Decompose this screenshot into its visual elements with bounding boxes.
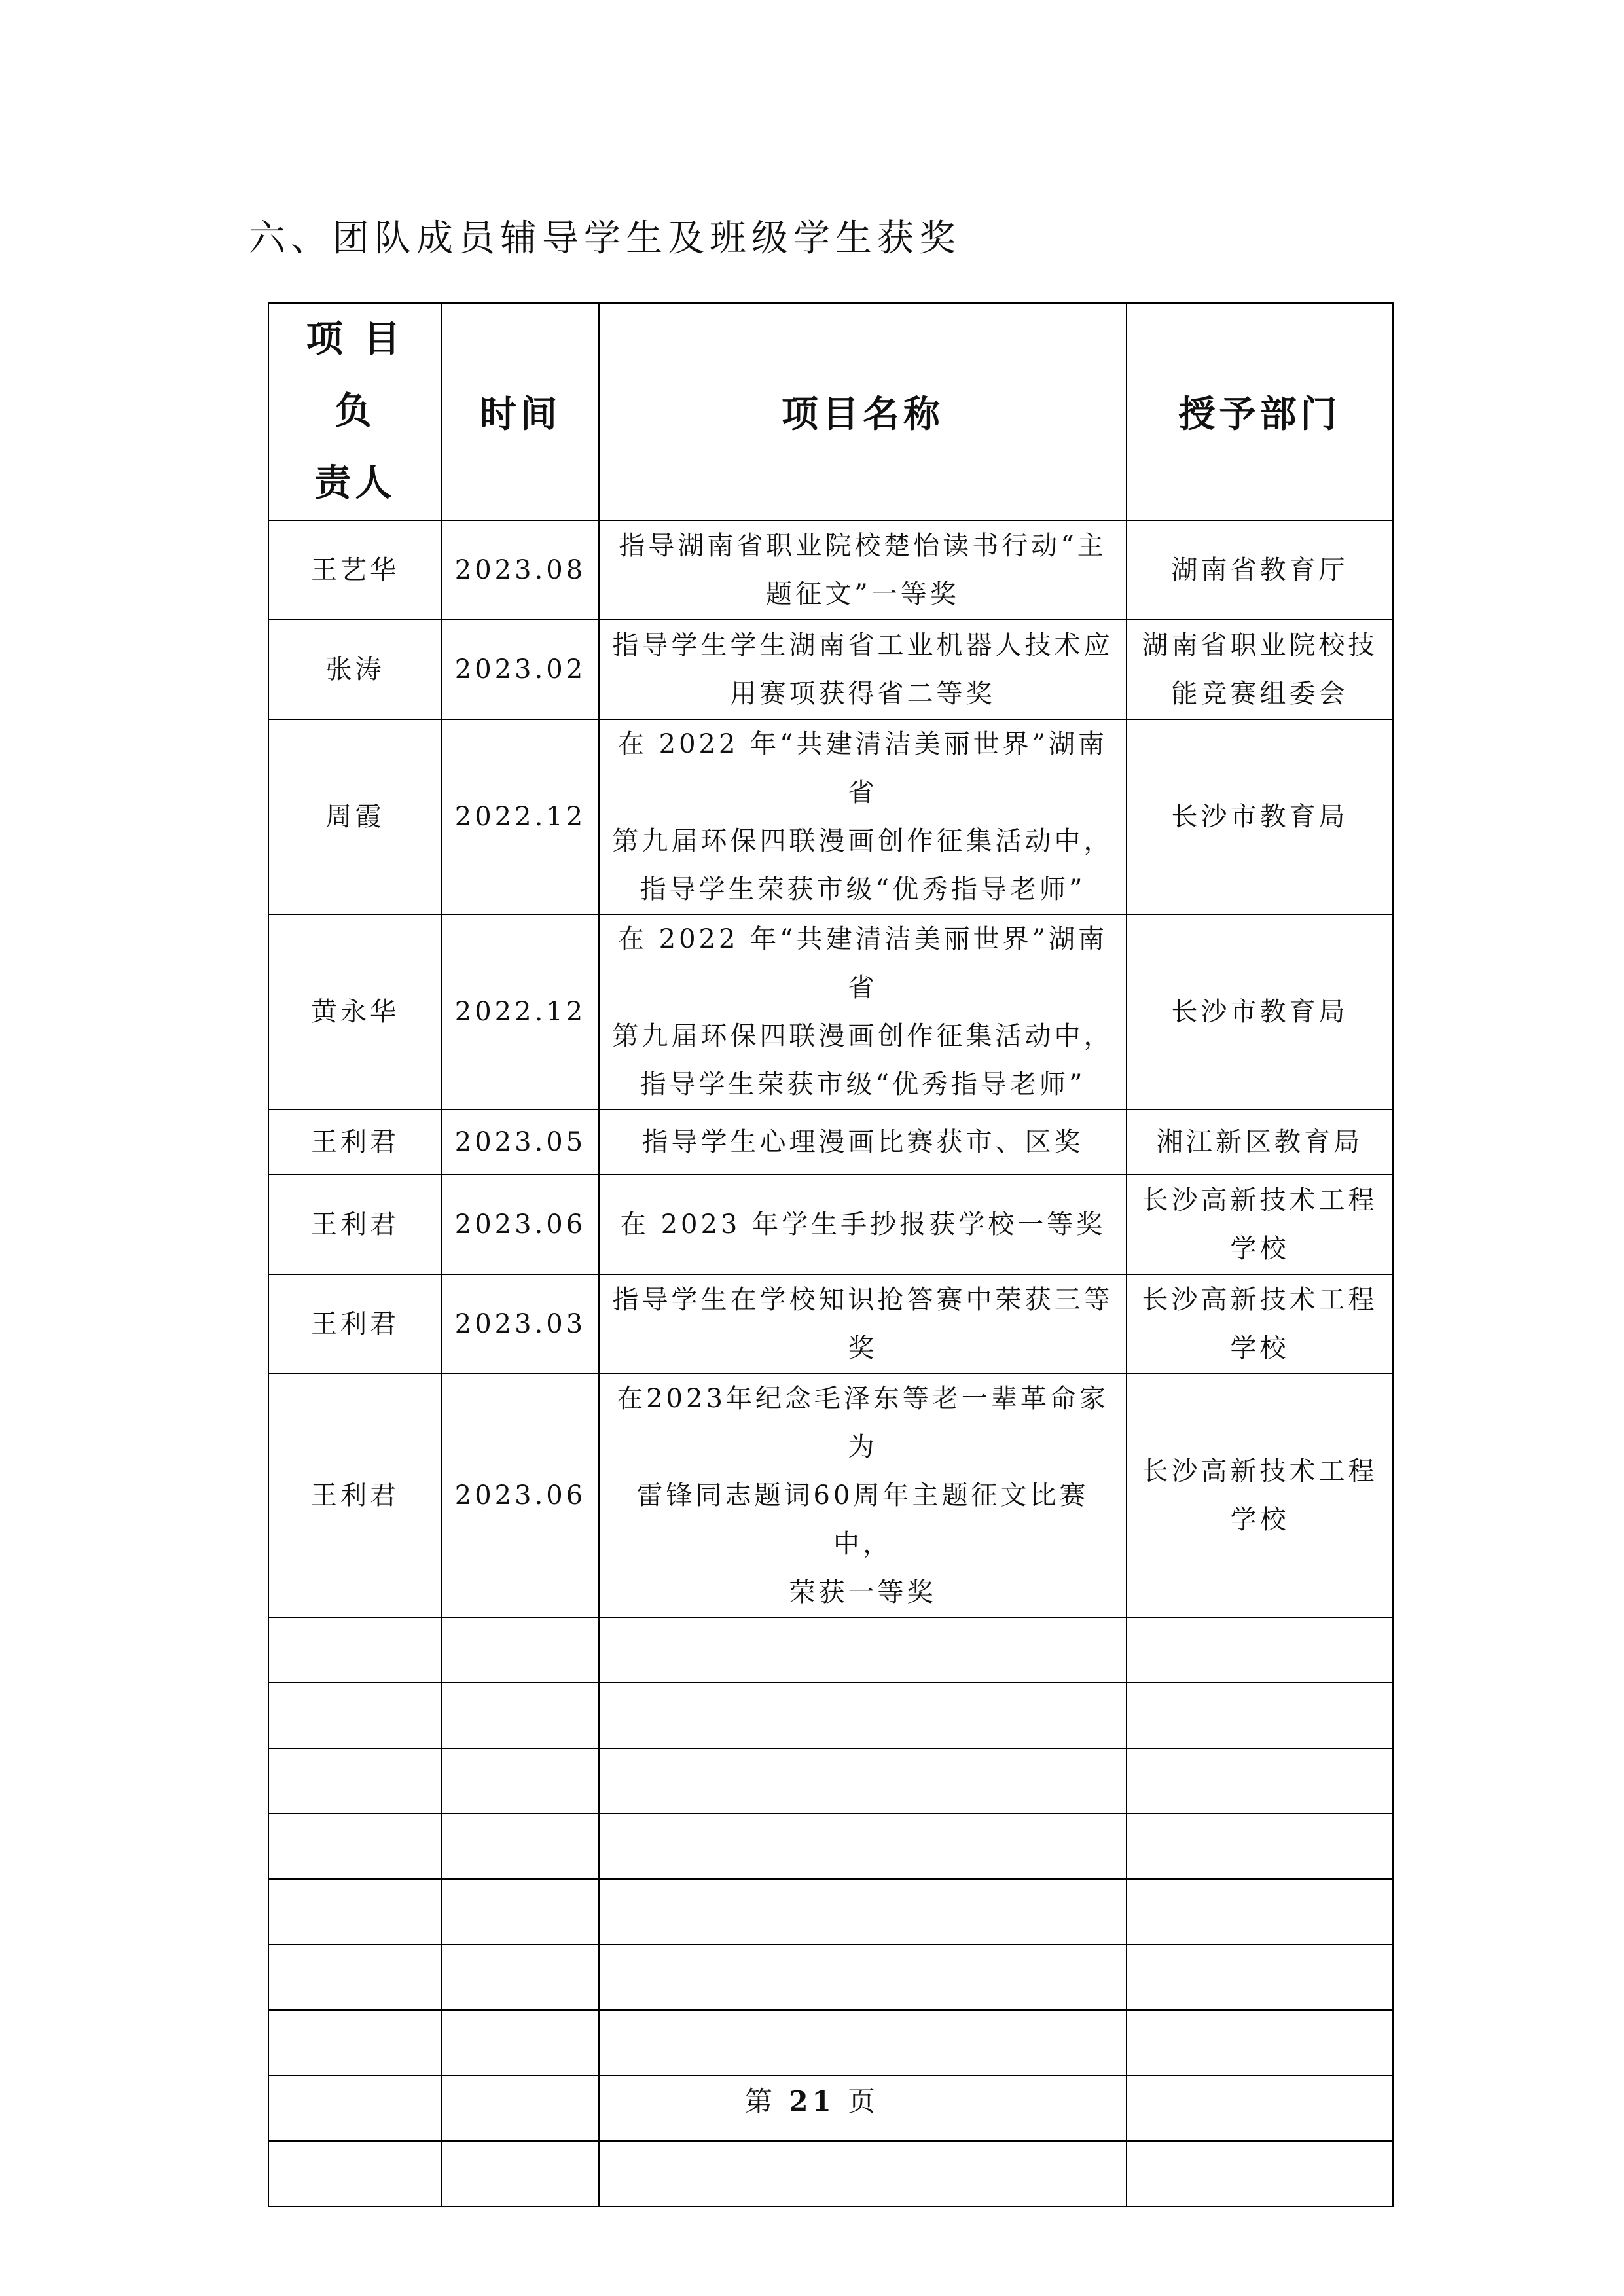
cell-project bbox=[599, 719, 1127, 914]
cell-leader-empty bbox=[268, 2141, 442, 2206]
cell-department bbox=[1127, 719, 1393, 914]
cell-leader-empty bbox=[268, 1814, 442, 1879]
cell-department-line: 湘江新区教育局 bbox=[1157, 1127, 1363, 1157]
cell-department-line: 学校 bbox=[1230, 1234, 1290, 1264]
section-heading: 六、团队成员辅导学生及班级学生获奖 bbox=[249, 217, 961, 260]
cell-project-empty bbox=[599, 1748, 1127, 1814]
table-body bbox=[268, 520, 1393, 2206]
cell-department bbox=[1127, 520, 1393, 620]
table-row bbox=[268, 1175, 1393, 1274]
table-row bbox=[268, 520, 1393, 620]
cell-project-line: 指导学生在学校知识抢答赛中荣获三等 bbox=[612, 1285, 1113, 1315]
table-row-empty bbox=[268, 2010, 1393, 2075]
cell-project-empty bbox=[599, 1879, 1127, 1945]
cell-time-empty bbox=[442, 1683, 599, 1748]
cell-leader: 王利君 bbox=[268, 1374, 442, 1617]
cell-leader-empty bbox=[268, 1683, 442, 1748]
cell-leader: 黄永华 bbox=[268, 914, 442, 1109]
table-row-empty bbox=[268, 1814, 1393, 1879]
cell-leader: 王利君 bbox=[268, 1175, 442, 1274]
cell-time-empty bbox=[442, 1879, 599, 1945]
cell-project bbox=[599, 1274, 1127, 1374]
cell-department-line: 湖南省教育厅 bbox=[1171, 555, 1348, 585]
cell-department-empty bbox=[1127, 1617, 1393, 1683]
cell-department-line: 学校 bbox=[1230, 1505, 1290, 1535]
cell-leader: 王利君 bbox=[268, 1109, 442, 1175]
cell-project-line: 指导学生荣获市级“优秀指导老师” bbox=[640, 874, 1086, 905]
cell-project-line: 荣获一等奖 bbox=[789, 1577, 937, 1607]
cell-leader-empty bbox=[268, 1748, 442, 1814]
table-row bbox=[268, 1274, 1393, 1374]
cell-leader: 张涛 bbox=[268, 620, 442, 719]
cell-leader-empty bbox=[268, 1879, 442, 1945]
cell-time: 2023.02 bbox=[442, 620, 599, 719]
cell-time: 2022.12 bbox=[442, 719, 599, 914]
table-row bbox=[268, 1374, 1393, 1617]
cell-project bbox=[599, 620, 1127, 719]
table-row-empty bbox=[268, 1879, 1393, 1945]
cell-department-line: 能竞赛组委会 bbox=[1171, 679, 1348, 709]
header-leader bbox=[268, 303, 442, 520]
cell-project bbox=[599, 520, 1127, 620]
cell-time: 2023.06 bbox=[442, 1374, 599, 1617]
cell-time-empty bbox=[442, 1814, 599, 1879]
cell-department-line: 长沙高新技术工程 bbox=[1142, 1185, 1378, 1215]
cell-project bbox=[599, 1374, 1127, 1617]
cell-department-empty bbox=[1127, 1945, 1393, 2010]
cell-project-line: 用赛项获得省二等奖 bbox=[730, 679, 996, 709]
table-header-row bbox=[268, 303, 1393, 520]
cell-project bbox=[599, 1175, 1127, 1274]
cell-department bbox=[1127, 620, 1393, 719]
cell-department-empty bbox=[1127, 2141, 1393, 2206]
cell-time-empty bbox=[442, 1945, 599, 2010]
header-leader-line1: 项 目 负 bbox=[306, 318, 405, 433]
table-row-empty bbox=[268, 1748, 1393, 1814]
cell-department-line: 长沙市教育局 bbox=[1171, 802, 1348, 832]
cell-project-line: 在 2022 年“共建清洁美丽世界”湖南省 bbox=[617, 924, 1108, 1003]
cell-project-line: 题征文”一等奖 bbox=[766, 579, 960, 609]
cell-project-empty bbox=[599, 2010, 1127, 2075]
cell-time: 2023.05 bbox=[442, 1109, 599, 1175]
cell-department-empty bbox=[1127, 1748, 1393, 1814]
cell-project-empty bbox=[599, 1683, 1127, 1748]
cell-department bbox=[1127, 1175, 1393, 1274]
table-row bbox=[268, 914, 1393, 1109]
cell-project-line: 指导学生学生湖南省工业机器人技术应 bbox=[612, 630, 1113, 660]
cell-department-line: 长沙高新技术工程 bbox=[1142, 1285, 1378, 1315]
cell-time: 2022.12 bbox=[442, 914, 599, 1109]
cell-department-line: 长沙高新技术工程 bbox=[1142, 1456, 1378, 1486]
table-row-empty bbox=[268, 1617, 1393, 1683]
page-number bbox=[0, 2080, 1624, 2119]
cell-department bbox=[1127, 914, 1393, 1109]
header-time: 时间 bbox=[442, 303, 599, 520]
cell-department-empty bbox=[1127, 1814, 1393, 1879]
cell-project-line: 雷锋同志题词60周年主题征文比赛中， bbox=[636, 1480, 1089, 1559]
cell-leader: 王利君 bbox=[268, 1274, 442, 1374]
cell-leader-empty bbox=[268, 1945, 442, 2010]
header-project: 项目名称 bbox=[599, 303, 1127, 520]
cell-project-empty bbox=[599, 1617, 1127, 1683]
cell-time: 2023.08 bbox=[442, 520, 599, 620]
cell-time-empty bbox=[442, 1617, 599, 1683]
cell-time: 2023.06 bbox=[442, 1175, 599, 1274]
cell-project-line: 在 2022 年“共建清洁美丽世界”湖南省 bbox=[617, 729, 1108, 808]
cell-project-line: 指导湖南省职业院校楚怡读书行动“主 bbox=[619, 531, 1107, 561]
page-number-value: 21 bbox=[789, 2085, 835, 2117]
cell-project-line: 指导学生荣获市级“优秀指导老师” bbox=[640, 1069, 1086, 1100]
table-row bbox=[268, 1109, 1393, 1175]
cell-department-line: 长沙市教育局 bbox=[1171, 997, 1348, 1027]
cell-project bbox=[599, 914, 1127, 1109]
table-row-empty bbox=[268, 2141, 1393, 2206]
cell-project-empty bbox=[599, 1814, 1127, 1879]
cell-department-empty bbox=[1127, 2010, 1393, 2075]
cell-project-line: 奖 bbox=[848, 1333, 878, 1363]
cell-project-line: 在2023年纪念毛泽东等老一辈革命家为 bbox=[617, 1384, 1109, 1462]
cell-department bbox=[1127, 1109, 1393, 1175]
page-number-prefix: 第 bbox=[744, 2085, 776, 2117]
cell-department-line: 学校 bbox=[1230, 1333, 1290, 1363]
header-department: 授予部门 bbox=[1127, 303, 1393, 520]
cell-department bbox=[1127, 1374, 1393, 1617]
cell-time-empty bbox=[442, 1748, 599, 1814]
cell-department-line: 湖南省职业院校技 bbox=[1142, 630, 1378, 660]
cell-project-line: 在 2023 年学生手抄报获学校一等奖 bbox=[619, 1210, 1106, 1240]
cell-project-empty bbox=[599, 1945, 1127, 2010]
cell-department bbox=[1127, 1274, 1393, 1374]
table-row bbox=[268, 719, 1393, 914]
cell-project-line: 第九届环保四联漫画创作征集活动中， bbox=[612, 1021, 1113, 1051]
cell-time: 2023.03 bbox=[442, 1274, 599, 1374]
cell-leader: 周霞 bbox=[268, 719, 442, 914]
cell-project-empty bbox=[599, 2141, 1127, 2206]
table-row bbox=[268, 620, 1393, 719]
cell-project-line: 指导学生心理漫画比赛获市、区奖 bbox=[641, 1127, 1084, 1157]
cell-department-empty bbox=[1127, 1879, 1393, 1945]
table-row-empty bbox=[268, 1683, 1393, 1748]
cell-time-empty bbox=[442, 2010, 599, 2075]
page-number-suffix: 页 bbox=[848, 2085, 880, 2117]
awards-table bbox=[268, 302, 1394, 2207]
cell-leader: 王艺华 bbox=[268, 520, 442, 620]
cell-project-line: 第九届环保四联漫画创作征集活动中， bbox=[612, 826, 1113, 856]
cell-leader-empty bbox=[268, 1617, 442, 1683]
cell-department-empty bbox=[1127, 1683, 1393, 1748]
table-row-empty bbox=[268, 1945, 1393, 2010]
cell-time-empty bbox=[442, 2141, 599, 2206]
cell-project bbox=[599, 1109, 1127, 1175]
header-leader-line2: 责人 bbox=[314, 462, 396, 505]
cell-leader-empty bbox=[268, 2010, 442, 2075]
